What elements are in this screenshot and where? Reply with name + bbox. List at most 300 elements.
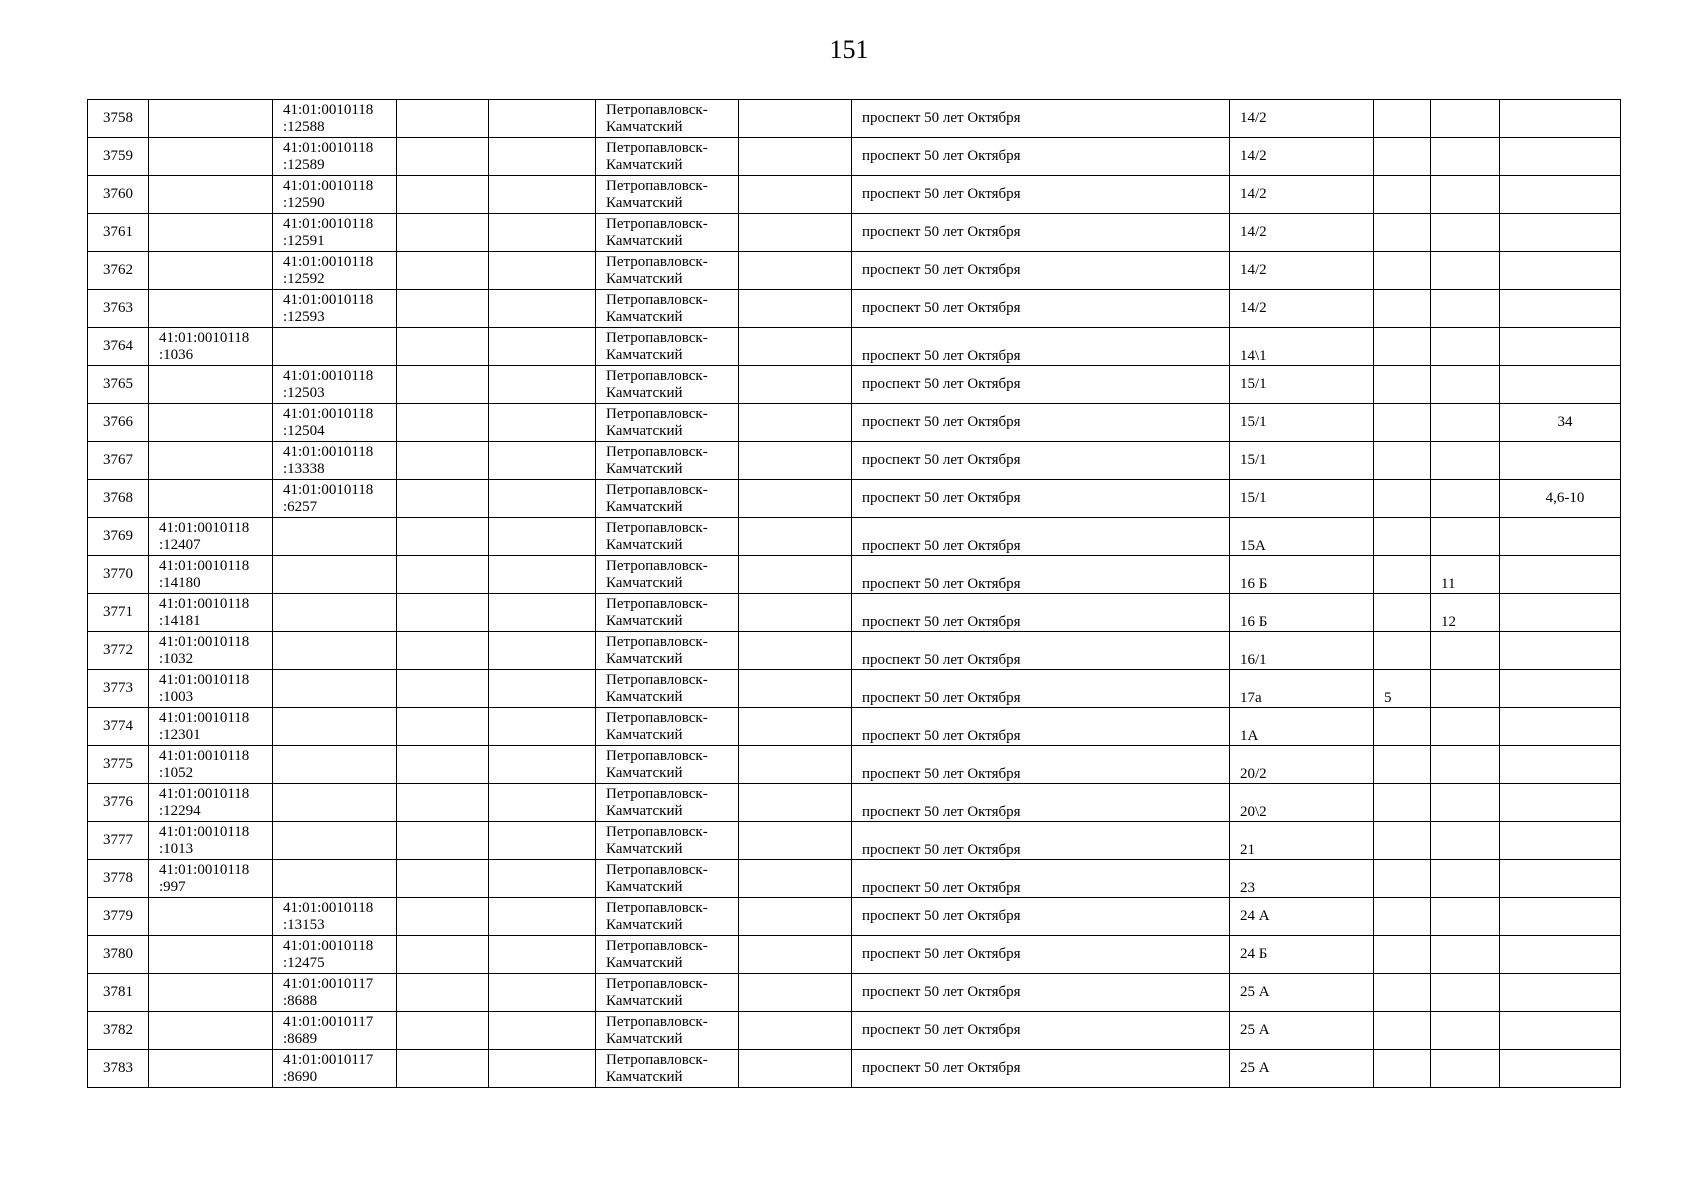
empty-cell bbox=[397, 176, 489, 214]
cadastral-line-2: :997 bbox=[159, 878, 186, 895]
cadastral-line-2: :12504 bbox=[283, 422, 325, 439]
city-line-2: Камчатский bbox=[606, 498, 683, 515]
house-cell: 15/1 bbox=[1230, 366, 1374, 404]
table-row bbox=[88, 556, 1621, 594]
building-cell bbox=[1374, 556, 1431, 594]
cadastral-number-parcel bbox=[149, 404, 273, 442]
cadastral-line-1: 41:01:0010118 bbox=[159, 557, 250, 574]
empty-cell bbox=[397, 214, 489, 252]
city-line-2: Камчатский bbox=[606, 764, 683, 781]
row-number: 3765 bbox=[88, 366, 149, 404]
street-cell: проспект 50 лет Октября bbox=[852, 442, 1230, 480]
row-number: 3771 bbox=[88, 594, 149, 632]
cadastral-line-1: 41:01:0010118 bbox=[283, 443, 374, 460]
table-row bbox=[88, 518, 1621, 556]
row-number: 3783 bbox=[88, 1050, 149, 1088]
room-cell bbox=[1500, 708, 1621, 746]
city-line-1: Петропавловск- bbox=[606, 595, 708, 612]
building-cell bbox=[1374, 822, 1431, 860]
empty-cell bbox=[739, 214, 852, 252]
building-cell bbox=[1374, 708, 1431, 746]
street-cell: проспект 50 лет Октября bbox=[852, 822, 1230, 860]
cadastral-number-premises bbox=[273, 480, 397, 518]
table-row bbox=[88, 860, 1621, 898]
street-cell: проспект 50 лет Октября bbox=[852, 708, 1230, 746]
apartment-cell bbox=[1431, 290, 1500, 328]
row-number: 3780 bbox=[88, 936, 149, 974]
table-row bbox=[88, 214, 1621, 252]
cadastral-number-premises bbox=[273, 708, 397, 746]
city-cell bbox=[596, 860, 739, 898]
apartment-cell bbox=[1431, 252, 1500, 290]
city-line-1: Петропавловск- bbox=[606, 671, 708, 688]
empty-cell bbox=[489, 1012, 596, 1050]
cadastral-line-1: 41:01:0010117 bbox=[283, 975, 374, 992]
empty-cell bbox=[739, 100, 852, 138]
city-cell bbox=[596, 1050, 739, 1088]
room-cell bbox=[1500, 290, 1621, 328]
empty-cell bbox=[489, 252, 596, 290]
row-number: 3774 bbox=[88, 708, 149, 746]
apartment-cell: 11 bbox=[1431, 556, 1500, 594]
room-cell bbox=[1500, 1050, 1621, 1088]
house-cell: 15/1 bbox=[1230, 404, 1374, 442]
city-cell bbox=[596, 670, 739, 708]
city-line-2: Камчатский bbox=[606, 346, 683, 363]
room-cell bbox=[1500, 366, 1621, 404]
apartment-cell bbox=[1431, 936, 1500, 974]
city-line-1: Петропавловск- bbox=[606, 253, 708, 270]
room-cell: 34 bbox=[1500, 404, 1621, 442]
cadastral-line-1: 41:01:0010118 bbox=[159, 671, 250, 688]
house-cell: 1А bbox=[1230, 708, 1374, 746]
apartment-cell bbox=[1431, 480, 1500, 518]
house-cell: 23 bbox=[1230, 860, 1374, 898]
empty-cell bbox=[739, 594, 852, 632]
cadastral-line-1: 41:01:0010118 bbox=[159, 861, 250, 878]
empty-cell bbox=[739, 252, 852, 290]
city-line-2: Камчатский bbox=[606, 840, 683, 857]
cadastral-line-2: :1013 bbox=[159, 840, 194, 857]
street-cell: проспект 50 лет Октября bbox=[852, 214, 1230, 252]
house-cell: 14\1 bbox=[1230, 328, 1374, 366]
empty-cell bbox=[739, 480, 852, 518]
empty-cell bbox=[489, 290, 596, 328]
empty-cell bbox=[397, 822, 489, 860]
apartment-cell bbox=[1431, 404, 1500, 442]
room-cell bbox=[1500, 518, 1621, 556]
house-cell: 24 А bbox=[1230, 898, 1374, 936]
empty-cell bbox=[489, 822, 596, 860]
empty-cell bbox=[489, 746, 596, 784]
house-cell: 14/2 bbox=[1230, 252, 1374, 290]
cadastral-number-premises bbox=[273, 784, 397, 822]
apartment-cell bbox=[1431, 898, 1500, 936]
empty-cell bbox=[397, 974, 489, 1012]
cadastral-number-parcel bbox=[149, 1050, 273, 1088]
cadastral-number-premises bbox=[273, 556, 397, 594]
cadastral-line-2: :6257 bbox=[283, 498, 318, 515]
apartment-cell bbox=[1431, 860, 1500, 898]
empty-cell bbox=[739, 1012, 852, 1050]
house-cell: 14/2 bbox=[1230, 176, 1374, 214]
empty-cell bbox=[739, 746, 852, 784]
cadastral-line-1: 41:01:0010118 bbox=[283, 253, 374, 270]
empty-cell bbox=[397, 670, 489, 708]
cadastral-line-1: 41:01:0010118 bbox=[283, 215, 374, 232]
city-cell bbox=[596, 898, 739, 936]
city-line-2: Камчатский bbox=[606, 992, 683, 1009]
street-cell: проспект 50 лет Октября bbox=[852, 632, 1230, 670]
empty-cell bbox=[397, 328, 489, 366]
apartment-cell bbox=[1431, 100, 1500, 138]
city-line-2: Камчатский bbox=[606, 650, 683, 667]
room-cell bbox=[1500, 138, 1621, 176]
building-cell bbox=[1374, 100, 1431, 138]
house-cell: 14/2 bbox=[1230, 214, 1374, 252]
city-cell bbox=[596, 746, 739, 784]
cadastral-line-1: 41:01:0010118 bbox=[283, 367, 374, 384]
city-cell bbox=[596, 138, 739, 176]
house-cell: 15/1 bbox=[1230, 442, 1374, 480]
city-line-2: Камчатский bbox=[606, 194, 683, 211]
cadastral-line-2: :1036 bbox=[159, 346, 194, 363]
city-line-1: Петропавловск- bbox=[606, 709, 708, 726]
apartment-cell bbox=[1431, 442, 1500, 480]
apartment-cell bbox=[1431, 328, 1500, 366]
row-number: 3779 bbox=[88, 898, 149, 936]
city-line-2: Камчатский bbox=[606, 726, 683, 743]
city-line-2: Камчатский bbox=[606, 156, 683, 173]
street-cell: проспект 50 лет Октября bbox=[852, 898, 1230, 936]
cadastral-line-1: 41:01:0010118 bbox=[283, 405, 374, 422]
empty-cell bbox=[397, 632, 489, 670]
building-cell bbox=[1374, 936, 1431, 974]
building-cell bbox=[1374, 366, 1431, 404]
apartment-cell bbox=[1431, 746, 1500, 784]
street-cell: проспект 50 лет Октября bbox=[852, 936, 1230, 974]
cadastral-number-parcel bbox=[149, 594, 273, 632]
city-line-2: Камчатский bbox=[606, 574, 683, 591]
room-cell bbox=[1500, 176, 1621, 214]
cadastral-line-2: :12592 bbox=[283, 270, 325, 287]
city-cell bbox=[596, 632, 739, 670]
building-cell bbox=[1374, 784, 1431, 822]
row-number: 3776 bbox=[88, 784, 149, 822]
table-row bbox=[88, 708, 1621, 746]
city-line-1: Петропавловск- bbox=[606, 899, 708, 916]
cadastral-line-2: :12301 bbox=[159, 726, 201, 743]
street-cell: проспект 50 лет Октября bbox=[852, 366, 1230, 404]
empty-cell bbox=[397, 784, 489, 822]
empty-cell bbox=[489, 708, 596, 746]
city-cell bbox=[596, 442, 739, 480]
room-cell bbox=[1500, 898, 1621, 936]
building-cell bbox=[1374, 974, 1431, 1012]
apartment-cell bbox=[1431, 974, 1500, 1012]
room-cell bbox=[1500, 822, 1621, 860]
house-cell: 14/2 bbox=[1230, 290, 1374, 328]
cadastral-line-1: 41:01:0010118 bbox=[283, 101, 374, 118]
cadastral-line-1: 41:01:0010118 bbox=[159, 747, 250, 764]
empty-cell bbox=[489, 632, 596, 670]
street-cell: проспект 50 лет Октября bbox=[852, 974, 1230, 1012]
city-line-1: Петропавловск- bbox=[606, 785, 708, 802]
city-line-1: Петропавловск- bbox=[606, 1051, 708, 1068]
room-cell bbox=[1500, 936, 1621, 974]
room-cell bbox=[1500, 328, 1621, 366]
cadastral-number-premises bbox=[273, 1050, 397, 1088]
cadastral-line-2: :14180 bbox=[159, 574, 201, 591]
cadastral-number-premises bbox=[273, 176, 397, 214]
city-cell bbox=[596, 556, 739, 594]
cadastral-number-premises bbox=[273, 670, 397, 708]
cadastral-number-parcel bbox=[149, 214, 273, 252]
house-cell: 25 А bbox=[1230, 974, 1374, 1012]
empty-cell bbox=[739, 176, 852, 214]
cadastral-number-premises bbox=[273, 138, 397, 176]
cadastral-number-premises bbox=[273, 936, 397, 974]
building-cell bbox=[1374, 860, 1431, 898]
house-cell: 17а bbox=[1230, 670, 1374, 708]
building-cell bbox=[1374, 138, 1431, 176]
cadastral-number-premises bbox=[273, 328, 397, 366]
table-row bbox=[88, 480, 1621, 518]
empty-cell bbox=[739, 556, 852, 594]
cadastral-number-premises bbox=[273, 290, 397, 328]
city-cell bbox=[596, 252, 739, 290]
empty-cell bbox=[489, 518, 596, 556]
cadastral-number-parcel bbox=[149, 252, 273, 290]
city-cell bbox=[596, 404, 739, 442]
cadastral-number-premises bbox=[273, 252, 397, 290]
table-row bbox=[88, 784, 1621, 822]
city-line-2: Камчатский bbox=[606, 1068, 683, 1085]
cadastral-line-2: :12407 bbox=[159, 536, 201, 553]
city-line-1: Петропавловск- bbox=[606, 937, 708, 954]
apartment-cell bbox=[1431, 1050, 1500, 1088]
room-cell bbox=[1500, 556, 1621, 594]
city-line-1: Петропавловск- bbox=[606, 443, 708, 460]
house-cell: 14/2 bbox=[1230, 100, 1374, 138]
table-row bbox=[88, 1050, 1621, 1088]
empty-cell bbox=[489, 442, 596, 480]
room-cell bbox=[1500, 860, 1621, 898]
street-cell: проспект 50 лет Октября bbox=[852, 1012, 1230, 1050]
street-cell: проспект 50 лет Октября bbox=[852, 404, 1230, 442]
cadastral-line-2: :1052 bbox=[159, 764, 194, 781]
cadastral-line-1: 41:01:0010118 bbox=[159, 785, 250, 802]
cadastral-number-parcel bbox=[149, 328, 273, 366]
apartment-cell bbox=[1431, 366, 1500, 404]
empty-cell bbox=[489, 404, 596, 442]
city-line-2: Камчатский bbox=[606, 802, 683, 819]
room-cell bbox=[1500, 100, 1621, 138]
cadastral-number-parcel bbox=[149, 442, 273, 480]
cadastral-line-1: 41:01:0010118 bbox=[283, 291, 374, 308]
empty-cell bbox=[739, 936, 852, 974]
row-number: 3770 bbox=[88, 556, 149, 594]
cadastral-number-parcel bbox=[149, 974, 273, 1012]
street-cell: проспект 50 лет Октября bbox=[852, 328, 1230, 366]
city-line-2: Камчатский bbox=[606, 612, 683, 629]
empty-cell bbox=[489, 936, 596, 974]
empty-cell bbox=[739, 138, 852, 176]
cadastral-number-premises bbox=[273, 518, 397, 556]
building-cell bbox=[1374, 214, 1431, 252]
empty-cell bbox=[397, 480, 489, 518]
room-cell bbox=[1500, 974, 1621, 1012]
cadastral-line-2: :12591 bbox=[283, 232, 325, 249]
empty-cell bbox=[739, 974, 852, 1012]
empty-cell bbox=[739, 822, 852, 860]
cadastral-number-premises bbox=[273, 594, 397, 632]
cadastral-number-parcel bbox=[149, 100, 273, 138]
cadastral-line-1: 41:01:0010118 bbox=[283, 481, 374, 498]
building-cell bbox=[1374, 480, 1431, 518]
cadastral-number-parcel bbox=[149, 898, 273, 936]
empty-cell bbox=[739, 860, 852, 898]
city-line-2: Камчатский bbox=[606, 270, 683, 287]
empty-cell bbox=[739, 670, 852, 708]
empty-cell bbox=[739, 290, 852, 328]
empty-cell bbox=[397, 746, 489, 784]
building-cell: 5 bbox=[1374, 670, 1431, 708]
city-line-1: Петропавловск- bbox=[606, 329, 708, 346]
empty-cell bbox=[397, 556, 489, 594]
cadastral-number-premises bbox=[273, 746, 397, 784]
house-cell: 16 Б bbox=[1230, 556, 1374, 594]
table-row bbox=[88, 252, 1621, 290]
row-number: 3768 bbox=[88, 480, 149, 518]
cadastral-line-2: :8689 bbox=[283, 1030, 318, 1047]
row-number: 3775 bbox=[88, 746, 149, 784]
cadastral-line-1: 41:01:0010118 bbox=[159, 595, 250, 612]
apartment-cell bbox=[1431, 214, 1500, 252]
cadastral-line-2: :8688 bbox=[283, 992, 318, 1009]
table-row bbox=[88, 594, 1621, 632]
room-cell bbox=[1500, 442, 1621, 480]
building-cell bbox=[1374, 442, 1431, 480]
empty-cell bbox=[739, 366, 852, 404]
room-cell bbox=[1500, 670, 1621, 708]
empty-cell bbox=[739, 708, 852, 746]
cadastral-line-2: :12294 bbox=[159, 802, 201, 819]
cadastral-line-2: :13153 bbox=[283, 916, 325, 933]
cadastral-line-2: :1032 bbox=[159, 650, 194, 667]
city-line-2: Камчатский bbox=[606, 878, 683, 895]
city-line-1: Петропавловск- bbox=[606, 291, 708, 308]
house-cell: 20\2 bbox=[1230, 784, 1374, 822]
empty-cell bbox=[397, 594, 489, 632]
registry-table bbox=[87, 99, 1621, 1088]
city-line-2: Камчатский bbox=[606, 460, 683, 477]
city-line-2: Камчатский bbox=[606, 308, 683, 325]
cadastral-number-parcel bbox=[149, 556, 273, 594]
empty-cell bbox=[739, 632, 852, 670]
city-line-2: Камчатский bbox=[606, 384, 683, 401]
cadastral-line-2: :12590 bbox=[283, 194, 325, 211]
cadastral-number-parcel bbox=[149, 784, 273, 822]
cadastral-line-1: 41:01:0010118 bbox=[283, 937, 374, 954]
house-cell: 24 Б bbox=[1230, 936, 1374, 974]
house-cell: 14/2 bbox=[1230, 138, 1374, 176]
house-cell: 25 А bbox=[1230, 1050, 1374, 1088]
row-number: 3772 bbox=[88, 632, 149, 670]
city-line-1: Петропавловск- bbox=[606, 215, 708, 232]
city-line-2: Камчатский bbox=[606, 232, 683, 249]
building-cell bbox=[1374, 176, 1431, 214]
table-row bbox=[88, 632, 1621, 670]
city-line-2: Камчатский bbox=[606, 916, 683, 933]
city-line-1: Петропавловск- bbox=[606, 557, 708, 574]
empty-cell bbox=[397, 100, 489, 138]
room-cell bbox=[1500, 632, 1621, 670]
building-cell bbox=[1374, 518, 1431, 556]
row-number: 3761 bbox=[88, 214, 149, 252]
city-cell bbox=[596, 480, 739, 518]
building-cell bbox=[1374, 632, 1431, 670]
empty-cell bbox=[489, 898, 596, 936]
building-cell bbox=[1374, 594, 1431, 632]
empty-cell bbox=[739, 442, 852, 480]
cadastral-line-1: 41:01:0010118 bbox=[159, 329, 250, 346]
room-cell: 4,6-10 bbox=[1500, 480, 1621, 518]
table-row bbox=[88, 1012, 1621, 1050]
cadastral-number-premises bbox=[273, 822, 397, 860]
table-row bbox=[88, 138, 1621, 176]
city-cell bbox=[596, 1012, 739, 1050]
empty-cell bbox=[397, 366, 489, 404]
empty-cell bbox=[397, 1012, 489, 1050]
empty-cell bbox=[489, 176, 596, 214]
cadastral-number-premises bbox=[273, 974, 397, 1012]
cadastral-number-parcel bbox=[149, 176, 273, 214]
room-cell bbox=[1500, 746, 1621, 784]
empty-cell bbox=[739, 784, 852, 822]
cadastral-line-1: 41:01:0010118 bbox=[159, 519, 250, 536]
empty-cell bbox=[489, 556, 596, 594]
empty-cell bbox=[739, 518, 852, 556]
city-line-1: Петропавловск- bbox=[606, 861, 708, 878]
cadastral-number-parcel bbox=[149, 670, 273, 708]
table-row bbox=[88, 936, 1621, 974]
building-cell bbox=[1374, 746, 1431, 784]
street-cell: проспект 50 лет Октября bbox=[852, 100, 1230, 138]
apartment-cell bbox=[1431, 784, 1500, 822]
table-row bbox=[88, 328, 1621, 366]
apartment-cell bbox=[1431, 670, 1500, 708]
cadastral-number-premises bbox=[273, 860, 397, 898]
house-cell: 16/1 bbox=[1230, 632, 1374, 670]
table-row bbox=[88, 822, 1621, 860]
row-number: 3759 bbox=[88, 138, 149, 176]
city-cell bbox=[596, 176, 739, 214]
cadastral-number-parcel bbox=[149, 746, 273, 784]
row-number: 3781 bbox=[88, 974, 149, 1012]
empty-cell bbox=[397, 442, 489, 480]
city-cell bbox=[596, 214, 739, 252]
room-cell bbox=[1500, 1012, 1621, 1050]
empty-cell bbox=[397, 290, 489, 328]
empty-cell bbox=[739, 1050, 852, 1088]
cadastral-number-premises bbox=[273, 214, 397, 252]
cadastral-number-parcel bbox=[149, 518, 273, 556]
empty-cell bbox=[489, 214, 596, 252]
cadastral-line-1: 41:01:0010118 bbox=[159, 823, 250, 840]
empty-cell bbox=[397, 404, 489, 442]
row-number: 3767 bbox=[88, 442, 149, 480]
